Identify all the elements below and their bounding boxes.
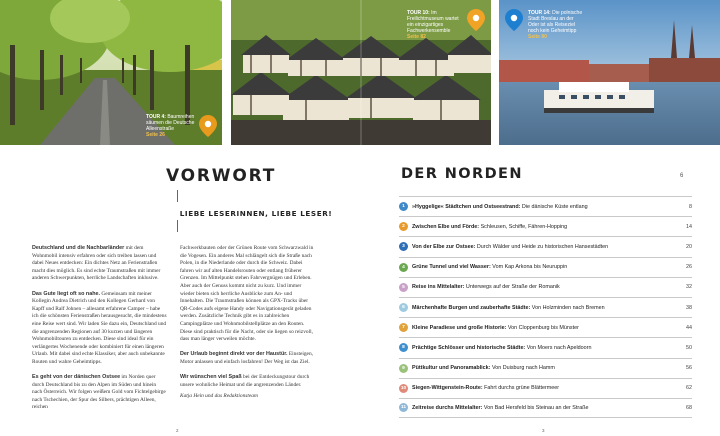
caption-breslau xyxy=(528,10,584,40)
tour-number-badge: 1 xyxy=(399,202,408,211)
tour-number-badge: 3 xyxy=(399,242,408,251)
tour-number-badge: 9 xyxy=(399,364,408,373)
toc-entry-rest: Fahrt durchs grüne Blättermeer xyxy=(482,385,560,392)
toc-entry-title xyxy=(412,204,588,210)
caption-tour: TOUR 4: xyxy=(146,114,166,120)
paragraph-text: mit dem Wohnmobil intensiv erfahren oder sich treiben lassen und dabei Neues entdecken: Ein dichtes Netz an Ferienstraßen macht dies möglich. Es sind echte Traumstraßen mit immer anderen Schwerpunkten, herrliche Landschaften inklusive. xyxy=(32,245,161,282)
toc-entry-rest: Von Moers nach Apeldoorn xyxy=(525,344,592,351)
toc-entry-page: 14 xyxy=(686,223,692,230)
paragraph xyxy=(180,245,315,344)
vorwort-subtitle: LIEBE LESERINNEN, LIEBE LESER! xyxy=(179,209,333,218)
photo-fachwerk xyxy=(231,0,491,145)
toc-entry-rest: Vom Kap Arkona bis Neuruppin xyxy=(490,264,568,271)
toc-entry-page: 68 xyxy=(686,404,692,411)
toc-entry-bold: Zwischen Elbe und Förde: xyxy=(412,223,480,230)
paragraph-text: Gemeinsam mit meiner Kollegin Andrea Dietrich und den Kollegen Gerhard von Kapff und Ralf Johnen – allesamt erfahrene Camper – habe ich die schönsten Ferienstraßen herausgesucht, die mindestens eine Reise wert sind. Wir laden Sie dazu ein, Deutschland und die angrenzenden Regionen auf 30 kurzen und längeren Wohnmobiltouren zu entdecken. Diese sind ideal für ein verlängertes Wochenende oder kombiniert für einen längeren Urlaub. Mit dabei sind echte Klassiker, aber auch unbekannte Routen und wahre Geheimtipps. xyxy=(32,290,167,365)
photo-breslau xyxy=(499,0,720,145)
tour-number-badge: 8 xyxy=(399,343,408,352)
tour-number-badge: 11 xyxy=(400,405,407,411)
toc-entry-bold: Zeitreise durchs Mittelalter: xyxy=(412,404,483,411)
tour-number-badge: 7 xyxy=(399,323,408,332)
toc-entry-title xyxy=(412,284,560,290)
tour-number-badge: 2 xyxy=(399,222,408,231)
divider xyxy=(177,220,178,232)
toc-entry-rest: Durch Wälder und Heide zu historischen Hansestädten xyxy=(475,243,609,250)
caption-text: Im Freilichtmuseum wartet ein einzigartiges Fachwerkensemble xyxy=(407,10,459,34)
tour-number-badge: 5 xyxy=(399,283,408,292)
caption-fachwerk xyxy=(407,10,463,40)
toc-entry[interactable] xyxy=(399,297,692,317)
toc-entry-rest: Von Cloppenburg bis Münster xyxy=(506,324,579,331)
divider xyxy=(177,190,178,202)
caption-tour: TOUR 14: xyxy=(528,10,551,16)
toc-entry-page: 20 xyxy=(686,243,692,250)
vorwort-column-2 xyxy=(180,245,315,408)
paragraph-text: Fachwerkbauten oder der Grünen Route vom Schwarzwald in die Vogesen. Ein anderes Mal schlängelt sich die Straße nach Polen, in die Niederlande oder durch die Schweiz. Dabei fahren wir auf alten Handelsrouten oder entlang früherer Grenzen. Im Mittelpunkt stehen Fahrvergnügen und Erleben. Aber auch der Genuss kommt nicht zu kurz. Und immer wieder bieten sich herrliche Ausblicke zum An- und Innehalten. Die Traumstraßen können als GPX-Tracks über QR-Codes aufs eigene Handy oder Navigationsgerät geladen werden. Zusätzliche Technik gibt es in zahlreichen Campingplätze und Wohnmobilstellplätze an den Routen. Diese sind praktisch für die Nacht, oder sie liegen so reizvoll, dass man länger verweilen möchte. xyxy=(180,245,314,343)
toc-entry-bold: Märchenhafte Burgen und zauberhafte Städte: xyxy=(412,304,531,311)
toc-entry-rest: Unterwegs auf der Straße der Romanik xyxy=(464,284,560,291)
toc-entry-title xyxy=(412,305,605,311)
toc-entry[interactable] xyxy=(399,216,692,236)
caption-allee xyxy=(146,114,206,138)
toc-entry-bold: Prächtige Schlösser und historische Städte: xyxy=(412,344,526,351)
toc-entry-bold: »Hyggelige« Städtchen und Ostseestrand: xyxy=(412,203,521,210)
toc-entry-page: 32 xyxy=(686,284,692,291)
vorwort-column-1 xyxy=(32,245,167,420)
caption-seite: Seite 82 xyxy=(407,34,426,40)
toc-entry[interactable] xyxy=(399,358,692,378)
paragraph xyxy=(32,245,167,283)
lead-in: Deutschland und die Nachbarländer xyxy=(32,245,125,251)
toc-entry-page: 8 xyxy=(689,203,692,210)
lead-in: Das Gute liegt oft so nahe. xyxy=(32,290,100,297)
lead-in: Es geht von der dänischen Ostsee xyxy=(32,374,121,381)
paragraph xyxy=(180,351,315,366)
section-page-number: 6 xyxy=(680,173,684,179)
toc-entry[interactable] xyxy=(399,337,692,357)
toc-entry-page: 26 xyxy=(686,264,692,271)
toc-entry[interactable] xyxy=(399,277,692,297)
paragraph xyxy=(32,291,167,367)
toc-entry-bold: Püttkultur und Panoramablick: xyxy=(412,365,491,372)
toc-entry-title xyxy=(412,224,567,230)
page-title-vorwort: VORWORT xyxy=(166,166,277,186)
toc-entry-page: 44 xyxy=(686,324,692,331)
toc-entry-page: 50 xyxy=(686,344,692,351)
toc-entry-rest: Die dänische Küste entlang xyxy=(520,203,588,210)
toc-entry-bold: Siegen-Wittgenstein-Route: xyxy=(412,385,483,392)
toc-entry-page: 38 xyxy=(686,304,692,311)
toc-entry[interactable] xyxy=(399,378,692,398)
toc-entry[interactable] xyxy=(399,236,692,256)
toc-entry-bold: Grüne Tunnel und viel Wasser: xyxy=(412,264,491,271)
toc-entry-rest: Von Holzminden nach Bremen xyxy=(530,304,605,311)
toc-entry-page: 62 xyxy=(686,385,692,392)
tour-number-badge: 10 xyxy=(400,385,407,391)
caption-text: Die polnische Stadt Breslau an der Oder ist als Reiseziel noch kein Geheimtipp xyxy=(528,10,583,34)
caption-seite: Seite 26 xyxy=(146,132,165,138)
toc-entry-rest: Schleusen, Schiffe, Fähren-Hopping xyxy=(479,223,568,230)
lead-in: Der Urlaub beginnt direkt vor der Haustür. xyxy=(180,351,288,358)
photo-allee xyxy=(0,0,222,145)
signature: Katja Hein und das Redaktionsteam xyxy=(180,393,258,400)
toc-entry[interactable] xyxy=(399,257,692,277)
section-title-norden: DER NORDEN xyxy=(401,166,523,182)
tour-number-badge: 6 xyxy=(399,303,408,312)
caption-text: Baumreihen säumen die Deutsche Alleenstraße xyxy=(146,114,195,132)
toc-entry-title xyxy=(412,345,591,351)
toc-entry-bold: Von der Elbe zur Ostsee: xyxy=(412,243,476,250)
paragraph-text: Einsteigen, Motor anlassen und einfach losfahren! Der Weg ist das Ziel. xyxy=(180,351,313,365)
toc-entry[interactable] xyxy=(399,196,692,216)
toc-entry[interactable] xyxy=(399,317,692,337)
paragraph xyxy=(180,374,315,389)
location-pin-icon xyxy=(505,9,523,31)
toc-entry-title xyxy=(412,385,559,391)
caption-tour: TOUR 10: xyxy=(407,10,430,16)
page-number-left: 2 xyxy=(176,428,179,433)
paragraph-text: bei der Entdeckungstour durch unsere wohnliche Heimat und die angrenzenden Länder. xyxy=(180,374,310,388)
toc-entry-title xyxy=(412,365,555,371)
toc-entry-bold: Reise ins Mittelalter: xyxy=(412,284,465,291)
toc-entry-title xyxy=(412,264,567,270)
toc-entry-title xyxy=(412,405,588,411)
location-pin-icon xyxy=(467,9,485,31)
toc-entry-title xyxy=(412,325,579,331)
table-of-contents xyxy=(399,196,692,418)
paragraph xyxy=(32,374,167,412)
page-number-right: 3 xyxy=(542,428,545,433)
toc-entry-bold: Kleine Paradiese und große Historie: xyxy=(412,324,507,331)
toc-entry-page: 56 xyxy=(686,365,692,372)
caption-seite: Seite 80 xyxy=(528,34,547,40)
lead-in: Wir wünschen viel Spaß xyxy=(180,374,242,381)
toc-entry-rest: Von Bad Hersfeld bis Steinau an der Straße xyxy=(482,404,589,411)
paragraph-text: im Norden quer durch Deutschland bis zu den Alpen im Süden und hinein nach Österreich. Wir folgen weißem Gold vom Fichtelgebirge nach Tschechien, der Spur des Silbers, prächtigen Alleen, reichen xyxy=(32,374,166,411)
toc-entry-title xyxy=(412,244,608,250)
toc-entry[interactable] xyxy=(399,398,692,418)
toc-entry-rest: Von Duisburg nach Hamm xyxy=(490,365,555,372)
location-pin-icon xyxy=(199,115,217,137)
tour-number-badge: 4 xyxy=(399,263,408,272)
